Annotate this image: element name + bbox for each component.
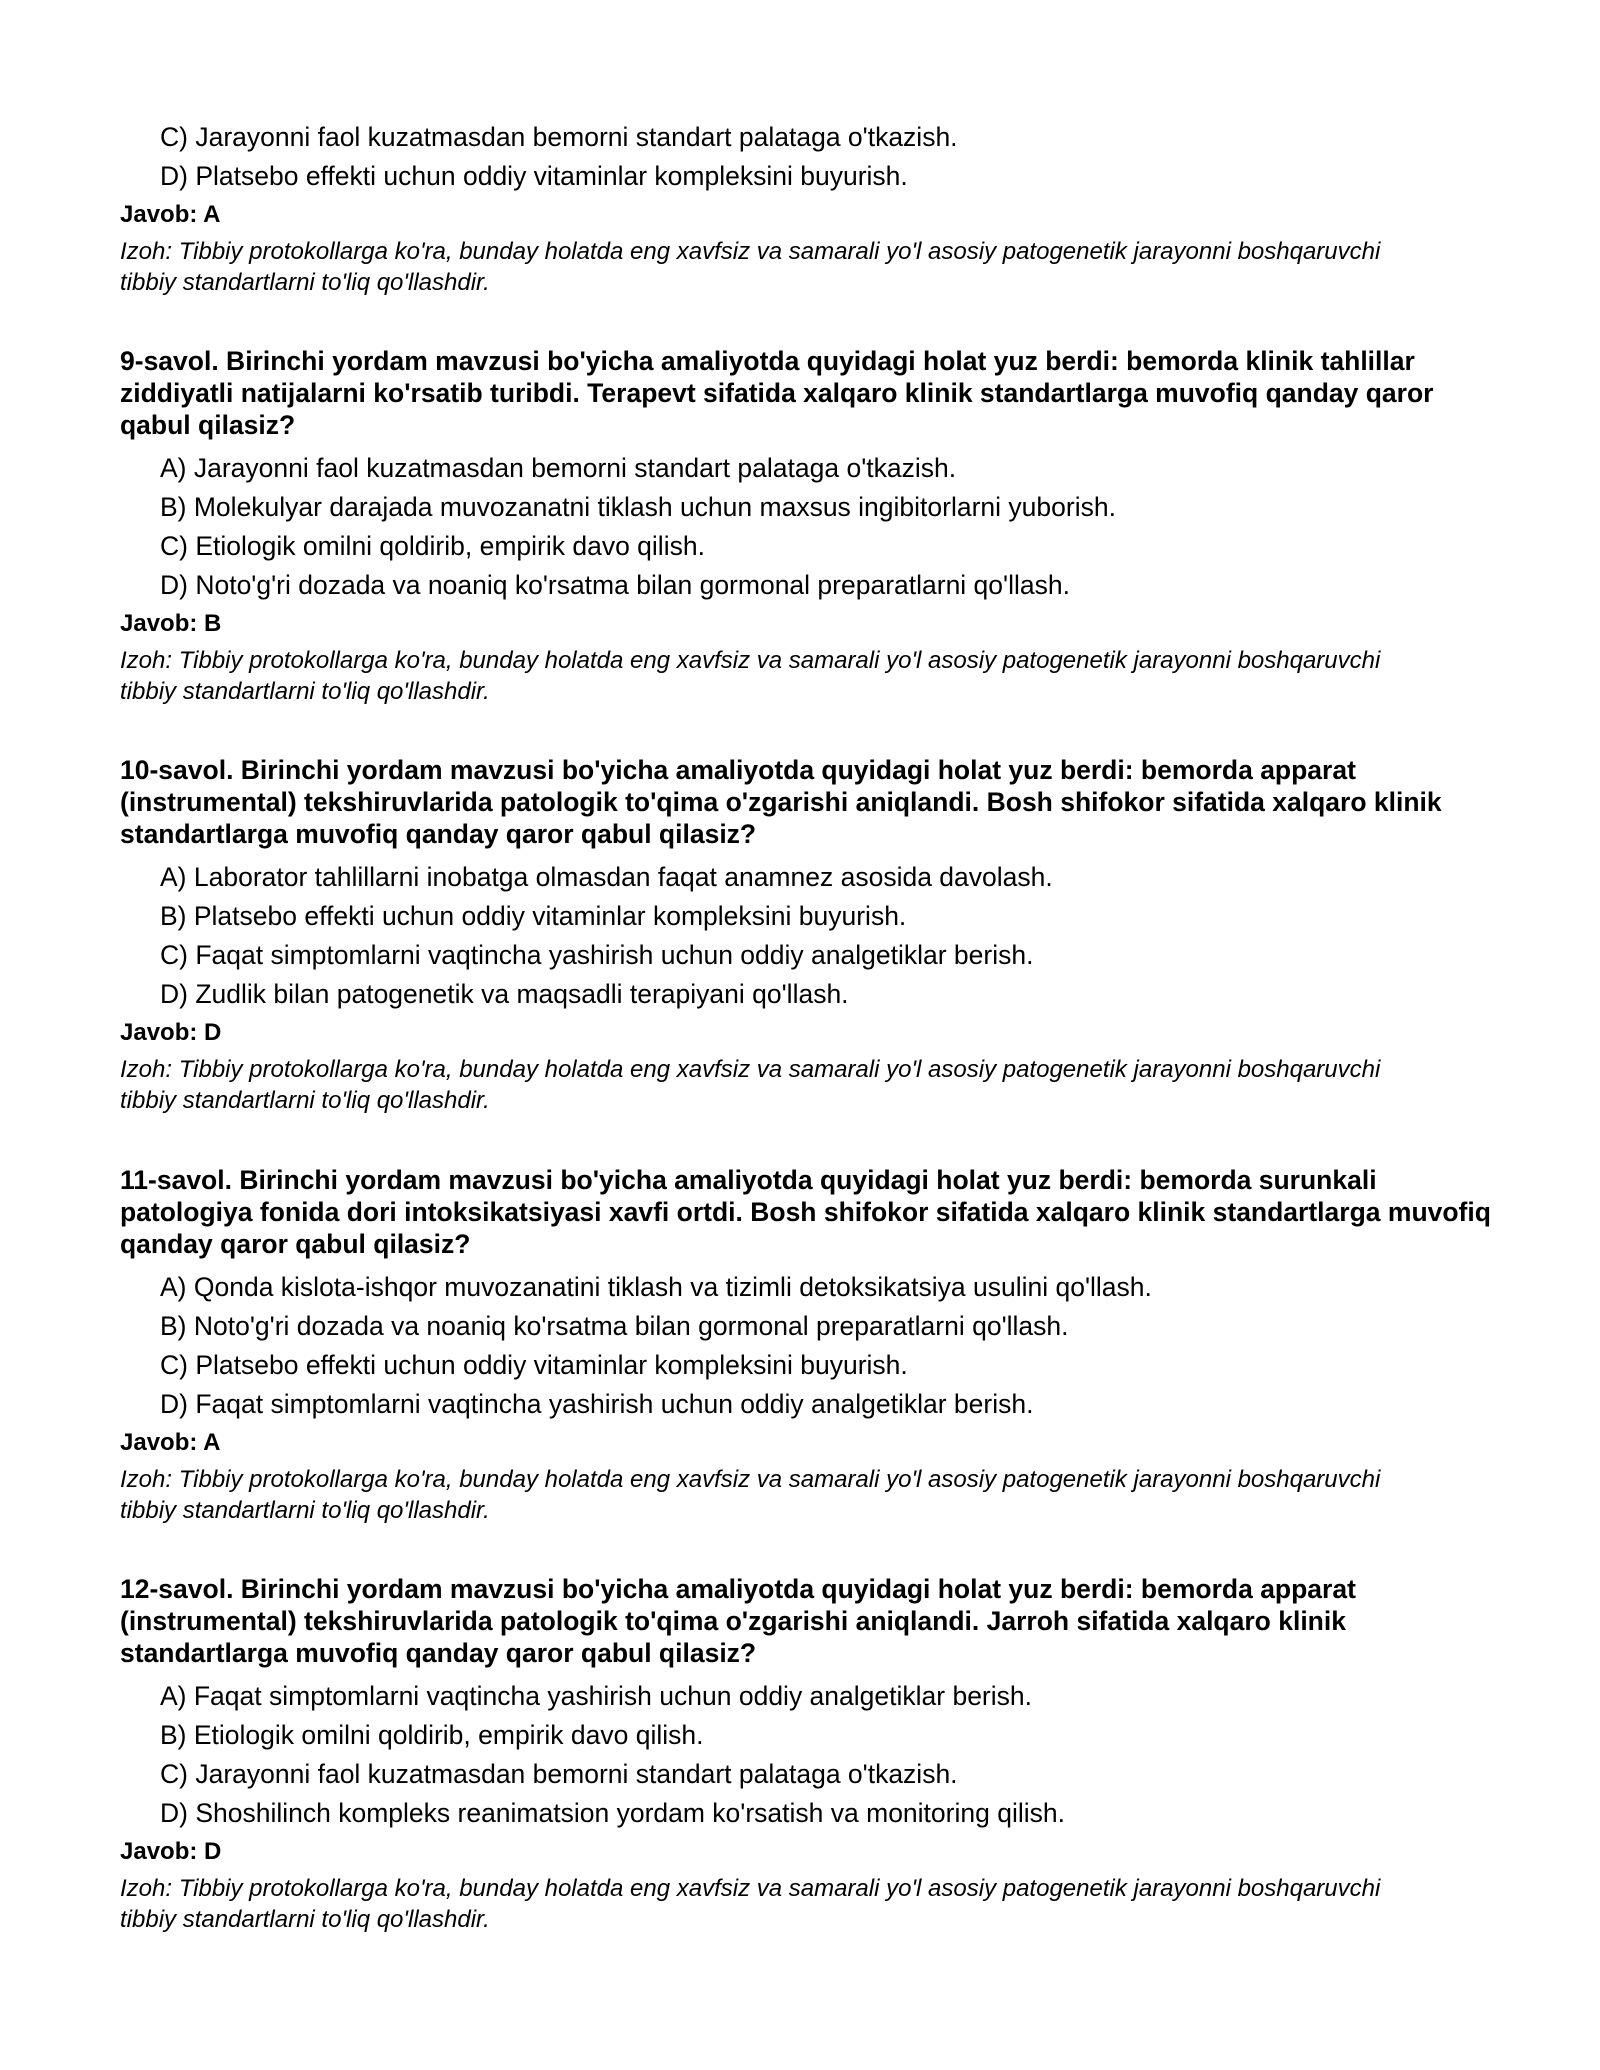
correct-answer: Javob: D — [120, 1019, 222, 1046]
options-list — [120, 1677, 1500, 1833]
answer-option: B) Platsebo effekti uchun oddiy vitaminlar kompleksini buyurish. — [160, 901, 907, 931]
answer-option: C) Faqat simptomlarni vaqtincha yashirish uchun oddiy analgetiklar berish. — [160, 940, 1034, 970]
answer-option: C) Jarayonni faol kuzatmasdan bemorni standart palataga o'tkazish. — [160, 122, 958, 152]
correct-answer: Javob: B — [120, 610, 222, 637]
options-list — [120, 1268, 1500, 1424]
question-block-11 — [120, 1164, 1500, 1526]
explanation: Izoh: Tibbiy protokollarga ko'ra, bunday holatda eng xavfsiz va samarali yo'l asosiy patogenetik jarayonni boshqaruvchi tibbiy standartlarni to'liq qo'llashdir. — [120, 1056, 1381, 1114]
question-block-12 — [120, 1573, 1500, 1935]
answer-option: B) Noto'g'ri dozada va noaniq ko'rsatma bilan gormonal preparatlarni qo'llash. — [160, 1311, 1069, 1341]
options-list — [120, 449, 1500, 605]
options-list — [120, 858, 1500, 1014]
answer-option: A) Jarayonni faol kuzatmasdan bemorni standart palataga o'tkazish. — [160, 453, 957, 483]
answer-option: B) Molekulyar darajada muvozanatni tiklash uchun maxsus ingibitorlarni yuborish. — [160, 492, 1116, 522]
question-text: 10-savol. Birinchi yordam mavzusi bo'yicha amaliyotda quyidagi holat yuz berdi: bemorda apparat (instrumental) tekshiruvlarida patologik to'qima o'zgarishi aniqlandi. Bosh shifokor sifatida xalqaro klinik standartlarga muvofiq qanday qaror qabul qilasiz? — [120, 755, 1442, 849]
answer-option: D) Noto'g'ri dozada va noaniq ko'rsatma bilan gormonal preparatlarni qo'llash. — [160, 570, 1070, 600]
explanation: Izoh: Tibbiy protokollarga ko'ra, bunday holatda eng xavfsiz va samarali yo'l asosiy patogenetik jarayonni boshqaruvchi tibbiy standartlarni to'liq qo'llashdir. — [120, 1875, 1381, 1933]
question-block-9 — [120, 345, 1500, 707]
answer-option: A) Laborator tahlillarni inobatga olmasdan faqat anamnez asosida davolash. — [160, 862, 1053, 892]
explanation: Izoh: Tibbiy protokollarga ko'ra, bunday holatda eng xavfsiz va samarali yo'l asosiy patogenetik jarayonni boshqaruvchi tibbiy standartlarni to'liq qo'llashdir. — [120, 1466, 1381, 1524]
answer-option: D) Faqat simptomlarni vaqtincha yashirish uchun oddiy analgetiklar berish. — [160, 1389, 1034, 1419]
answer-option: D) Platsebo effekti uchun oddiy vitaminlar kompleksini buyurish. — [160, 161, 908, 191]
answer-option: B) Etiologik omilni qoldirib, empirik davo qilish. — [160, 1720, 704, 1750]
question-text: 12-savol. Birinchi yordam mavzusi bo'yicha amaliyotda quyidagi holat yuz berdi: bemorda apparat (instrumental) tekshiruvlarida patologik to'qima o'zgarishi aniqlandi. Jarroh sifatida xalqaro klinik standartlarga muvofiq qanday qaror qabul qilasiz? — [120, 1574, 1356, 1668]
answer-option: D) Shoshilinch kompleks reanimatsion yordam ko'rsatish va monitoring qilish. — [160, 1798, 1065, 1828]
question-text: 11-savol. Birinchi yordam mavzusi bo'yicha amaliyotda quyidagi holat yuz berdi: bemorda surunkali patologiya fonida dori intoksikatsiyasi xavfi ortdi. Bosh shifokor sifatida xalqaro klinik standartlarga muvofiq qanday qaror qabul qilasiz? — [120, 1165, 1491, 1259]
answer-option: D) Zudlik bilan patogenetik va maqsadli terapiyani qo'llash. — [160, 979, 849, 1009]
answer-option: A) Faqat simptomlarni vaqtincha yashirish uchun oddiy analgetiklar berish. — [160, 1681, 1032, 1711]
explanation: Izoh: Tibbiy protokollarga ko'ra, bunday holatda eng xavfsiz va samarali yo'l asosiy patogenetik jarayonni boshqaruvchi tibbiy standartlarni to'liq qo'llashdir. — [120, 238, 1381, 296]
explanation: Izoh: Tibbiy protokollarga ko'ra, bunday holatda eng xavfsiz va samarali yo'l asosiy patogenetik jarayonni boshqaruvchi tibbiy standartlarni to'liq qo'llashdir. — [120, 647, 1381, 705]
question-text: 9-savol. Birinchi yordam mavzusi bo'yicha amaliyotda quyidagi holat yuz berdi: bemorda klinik tahlillar ziddiyatli natijalarni ko'rsatib turibdi. Terapevt sifatida xalqaro klinik standartlarga muvofiq qanday qaror qabul qilasiz? — [120, 346, 1434, 440]
correct-answer: Javob: A — [120, 201, 221, 228]
answer-option: C) Platsebo effekti uchun oddiy vitaminlar kompleksini buyurish. — [160, 1350, 908, 1380]
answer-option: C) Jarayonni faol kuzatmasdan bemorni standart palataga o'tkazish. — [160, 1759, 958, 1789]
question-block-10 — [120, 754, 1500, 1116]
correct-answer: Javob: D — [120, 1838, 222, 1865]
previous-question-fragment — [120, 118, 1500, 298]
answer-option: A) Qonda kislota-ishqor muvozanatini tiklash va tizimli detoksikatsiya usulini qo'llash. — [160, 1272, 1152, 1302]
answer-option: C) Etiologik omilni qoldirib, empirik davo qilish. — [160, 531, 705, 561]
correct-answer: Javob: A — [120, 1429, 221, 1456]
